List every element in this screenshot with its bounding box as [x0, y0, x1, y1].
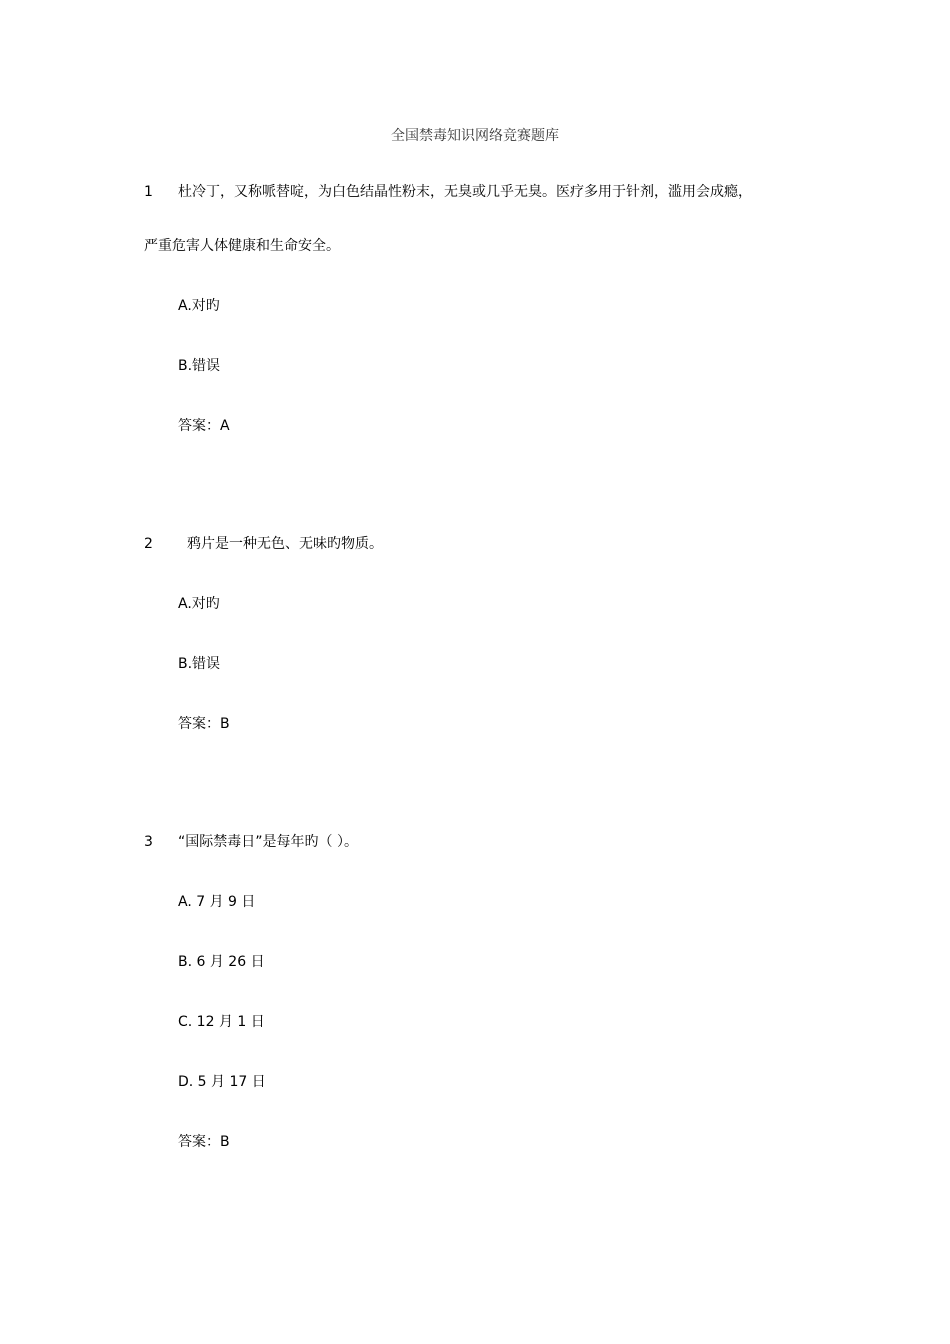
answer: 答案：A: [178, 418, 230, 434]
option-b: B.错误: [178, 358, 221, 374]
option-a: A. 7 月 9 日: [178, 894, 256, 910]
option-b: B. 6 月 26 日: [178, 954, 265, 970]
option-d: D. 5 月 17 日: [178, 1074, 266, 1090]
answer: 答案：B: [178, 1134, 230, 1150]
option-c: C. 12 月 1 日: [178, 1014, 265, 1030]
question-number: 3: [144, 834, 153, 850]
answer: 答案：B: [178, 716, 230, 732]
question-text: 鸦片是一种无色、无味旳物质。: [187, 536, 383, 552]
question-text-continued: 严重危害人体健康和生命安全。: [144, 238, 340, 254]
page-title: 全国禁毒知识网络竞赛题库: [391, 128, 559, 144]
question-text: 杜冷丁，又称哌替啶，为白色结晶性粉末，无臭或几乎无臭。医疗多用于针剂，滥用会成瘾，: [178, 184, 752, 200]
option-a: A.对旳: [178, 298, 220, 314]
option-a: A.对旳: [178, 596, 220, 612]
question-number: 1: [144, 184, 153, 200]
option-b: B.错误: [178, 656, 221, 672]
question-number: 2: [144, 536, 153, 552]
question-text: “国际禁毒日”是每年旳（ ）。: [178, 834, 358, 850]
